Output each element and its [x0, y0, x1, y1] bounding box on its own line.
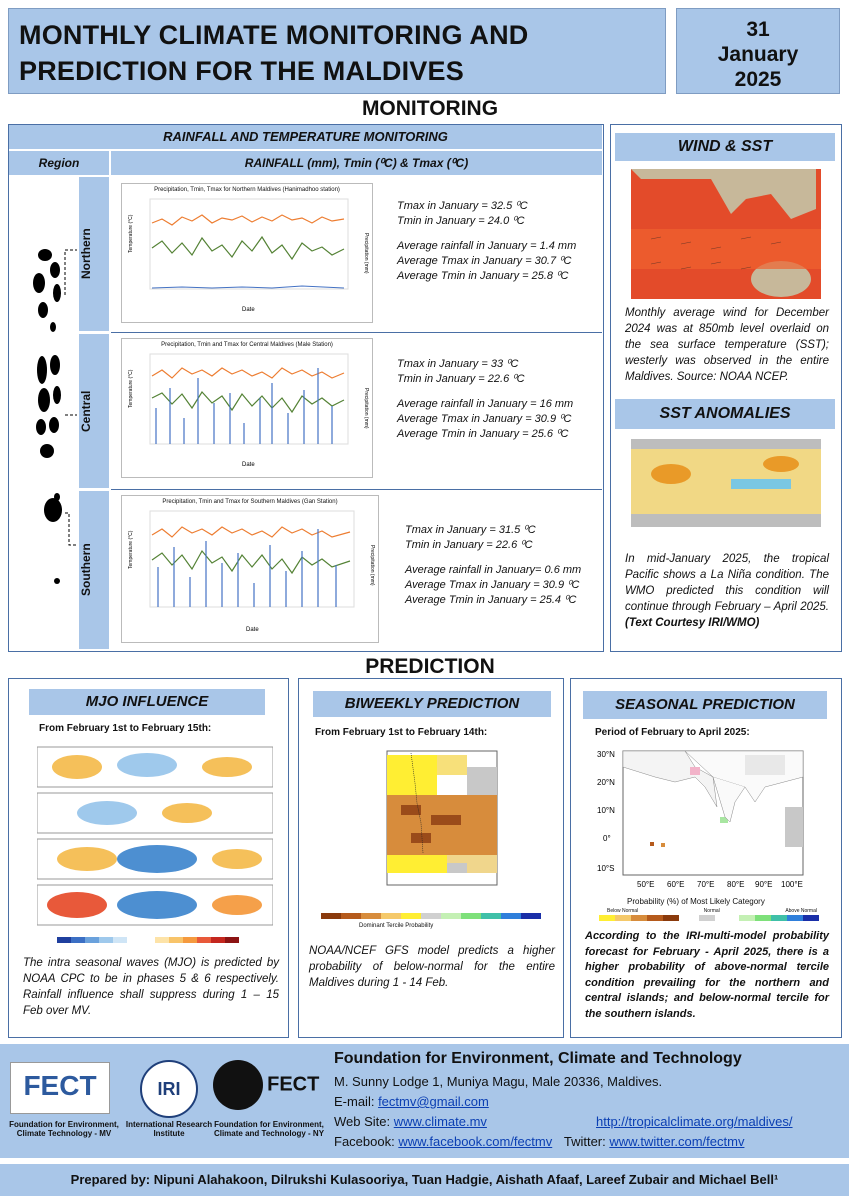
avg-tmin-value: Average Tmin in January = 25.6 ⁰C	[397, 428, 569, 440]
twitter-label: Twitter:	[563, 1134, 610, 1149]
tmax-value: Tmax in January = 31.5 ⁰C	[405, 524, 536, 536]
biweekly-title: BIWEEKLY PREDICTION	[313, 691, 551, 717]
region-tab-southern: Southern	[79, 491, 109, 649]
tmin-value: Tmin in January = 22.6 ⁰C	[405, 539, 533, 551]
date-day: 31	[746, 18, 770, 41]
precip-series	[158, 529, 336, 607]
avg-rainfall-value: Average rainfall in January= 0.6 mm	[405, 564, 582, 576]
fect-ny-caption: Foundation for Environment, Climate and Technology - NY	[213, 1120, 325, 1138]
footer	[0, 1044, 849, 1158]
tmax-series	[152, 527, 350, 537]
northern-climate-chart	[121, 183, 373, 323]
central-stats	[397, 357, 602, 442]
avg-tmax-value: Average Tmax in January = 30.9 ⁰C	[405, 579, 580, 591]
lon-label: 60°E	[667, 880, 685, 889]
sst-anomaly-map	[631, 439, 821, 527]
rainfall-temperature-panel	[8, 124, 604, 652]
x-axis-label: Date	[242, 307, 255, 313]
northern-stats	[397, 199, 602, 284]
avg-tmax-value: Average Tmax in January = 30.7 ⁰C	[397, 255, 572, 267]
biweekly-color-legend	[321, 911, 547, 927]
fect-mv-logo	[10, 1062, 110, 1114]
right-axis-label: Precipitation (mm)	[363, 233, 369, 274]
lon-label: 50°E	[637, 880, 655, 889]
southern-stats	[405, 523, 602, 608]
monitoring-section-title: MONITORING	[361, 97, 499, 120]
chart-title: Precipitation, Tmin and Tmax for Southern Maldives (Gan Station)	[162, 499, 338, 505]
lat-label: 10°S	[597, 864, 615, 873]
sst-credit: (Text Courtesy IRI/WMO)	[625, 617, 760, 629]
seasonal-description: According to the IRI-multi-model probability forecast for February - April 2025, there is a higher probability of above-normal tercile condition prevailing for the northern and central islands; and below-normal tercile for the southern islands.	[585, 930, 829, 1020]
fect-mv-logo-text: FECT	[23, 1070, 97, 1101]
lon-label: 70°E	[697, 880, 715, 889]
sst-text: In mid-January 2025, the tropical Pacific shows a La Niña condition. The WMO predicted this condition will continue through February – April 2025.	[625, 553, 829, 613]
biweekly-legend-caption: Dominant Tercile Probability	[359, 923, 434, 929]
left-axis-label: Temperature (°C)	[128, 369, 134, 408]
social-line	[334, 1134, 744, 1149]
email-line	[334, 1094, 489, 1109]
tmax-series	[152, 215, 344, 225]
prepared-by: Prepared by: Nipuni Alahakoon, Dilrukshi Kulasooriya, Tuan Hadgie, Aishath Afaaf, Lareef Zubair and Michael Bell¹	[0, 1164, 849, 1196]
row-divider	[111, 489, 602, 490]
page-title	[8, 8, 666, 94]
facebook-link[interactable]: www.facebook.com/fectmv	[398, 1134, 553, 1149]
precip-series	[152, 286, 344, 288]
wind-description: Monthly average wind for December 2024 was at 850mb level overlaid on the sea surface temperature (SST); westerly was observed in the entire Maldives. Source: NOAA NCEP.	[625, 307, 829, 383]
southern-climate-chart	[121, 495, 379, 643]
biweekly-description: NOAA/NCEF GFS model predicts a higher probability of below-normal for the entire Maldives during 1 - 14 Feb.	[309, 945, 555, 989]
biweekly-probability-grid	[371, 743, 511, 903]
precip-series	[156, 368, 332, 444]
seasonal-period: Period of February to April 2025:	[595, 727, 750, 738]
tmax-value: Tmax in January = 32.5 ⁰C	[397, 200, 528, 212]
right-axis-label: Precipitation (mm)	[369, 545, 375, 586]
date-month: January	[717, 43, 799, 66]
region-column-header: Region	[9, 151, 109, 175]
wind-sst-panel	[610, 124, 842, 652]
mjo-color-legend	[57, 935, 253, 945]
chart-title: Precipitation, Tmin, Tmax for Northern Maldives (Hanimadhoo station)	[154, 187, 340, 193]
twitter-link[interactable]: www.twitter.com/fectmv	[609, 1134, 745, 1149]
sst-description	[625, 551, 829, 631]
seasonal-color-legend	[599, 913, 819, 923]
tropical-climate-link[interactable]: http://tropicalclimate.org/maldives/	[596, 1114, 793, 1129]
chart-plot	[122, 193, 372, 318]
avg-tmin-value: Average Tmin in January = 25.4 ⁰C	[405, 594, 577, 606]
lat-label: 10°N	[597, 806, 615, 815]
mjo-panel	[8, 678, 289, 1038]
title-line-1: MONTHLY CLIMATE MONITORING AND	[19, 20, 529, 50]
lat-label: 30°N	[597, 750, 615, 759]
wind-vectors	[631, 169, 821, 299]
tmax-series	[152, 368, 344, 378]
avg-tmin-value: Average Tmin in January = 25.8 ⁰C	[397, 270, 569, 282]
values-column-header: RAINFALL (mm), Tmin (⁰C) & Tmax (⁰C)	[111, 151, 602, 175]
email-label: E-mail:	[334, 1094, 379, 1109]
maldives-map	[17, 245, 77, 595]
region-tab-northern: Northern	[79, 177, 109, 331]
x-axis-label: Date	[246, 627, 259, 633]
chart-title: Precipitation, Tmin and Tmax for Central Maldives (Male Station)	[161, 342, 333, 348]
seasonal-legend-caption: Probability (%) of Most Likely Category	[627, 897, 765, 906]
seasonal-map	[595, 747, 809, 897]
row-divider	[111, 332, 602, 333]
wind-sst-title: WIND & SST	[615, 133, 835, 161]
tmax-value: Tmax in January = 33 ⁰C	[397, 358, 519, 370]
org-name: Foundation for Environment, Climate and Technology	[334, 1050, 742, 1067]
left-axis-label: Temperature (°C)	[128, 530, 134, 569]
mjo-period: From February 1st to February 15th:	[39, 723, 212, 734]
seasonal-probability-map	[595, 747, 809, 897]
website-line	[334, 1114, 487, 1129]
sst-anomaly-pattern	[631, 439, 821, 527]
fect-ny-logo-text: FECT	[267, 1073, 320, 1096]
lon-label: 80°E	[727, 880, 745, 889]
tmin-series	[152, 237, 344, 259]
legend-normal: Normal	[703, 908, 720, 914]
iri-caption: International Research Institute	[125, 1120, 213, 1138]
region-tab-central: Central	[79, 334, 109, 488]
mjo-title: MJO INFLUENCE	[29, 689, 265, 715]
facebook-label: Facebook:	[334, 1134, 399, 1149]
tmin-series	[152, 392, 344, 412]
title-line-2: PREDICTION FOR THE MALDIVES	[19, 56, 464, 86]
avg-tmax-value: Average Tmax in January = 30.9 ⁰C	[397, 413, 572, 425]
x-axis-label: Date	[242, 462, 255, 468]
legend-above-normal: Above Normal	[785, 908, 817, 914]
chart-plot	[122, 348, 372, 473]
lon-label: 100°E	[781, 880, 803, 889]
central-climate-chart	[121, 338, 373, 478]
website-label: Web Site:	[334, 1114, 394, 1129]
prediction-section-title: PREDICTION	[365, 655, 495, 678]
seasonal-panel	[570, 678, 842, 1038]
sst-anomalies-title: SST ANOMALIES	[615, 399, 835, 429]
fect-mv-caption: Foundation for Environment, Climate Technology - MV	[9, 1120, 119, 1138]
rainfall-panel-title: RAINFALL AND TEMPERATURE MONITORING	[9, 125, 602, 149]
fect-ny-logo	[210, 1060, 322, 1118]
lon-label: 90°E	[755, 880, 773, 889]
avg-rainfall-value: Average rainfall in January = 1.4 mm	[397, 240, 577, 252]
tmin-value: Tmin in January = 24.0 ⁰C	[397, 215, 525, 227]
org-address: M. Sunny Lodge 1, Muniya Magu, Male 20336, Maldives.	[334, 1074, 663, 1089]
wind-sst-map	[631, 169, 821, 299]
globe-icon	[213, 1060, 263, 1110]
tmin-value: Tmin in January = 22.6 ⁰C	[397, 373, 525, 385]
biweekly-panel	[298, 678, 564, 1038]
lat-label: 0°	[603, 834, 611, 843]
right-axis-label: Precipitation (mm)	[363, 388, 369, 429]
biweekly-period: From February 1st to February 14th:	[315, 727, 488, 738]
issue-date	[676, 8, 840, 94]
lat-label: 20°N	[597, 778, 615, 787]
website-link[interactable]: www.climate.mv	[393, 1114, 487, 1129]
email-link[interactable]: fectmv@gmail.com	[378, 1094, 489, 1109]
mjo-anomaly-panels	[37, 745, 273, 933]
avg-rainfall-value: Average rainfall in January = 16 mm	[397, 398, 574, 410]
mjo-description: The intra seasonal waves (MJO) is predicted by NOAA CPC to be in phases 5 & 6 respectively. Rainfall influence shall suppress during 1 – 15 Feb over MV.	[23, 957, 279, 1017]
legend-below-normal: Below Normal	[607, 908, 639, 914]
left-axis-label: Temperature (°C)	[128, 214, 134, 253]
seasonal-title: SEASONAL PREDICTION	[583, 691, 827, 719]
chart-plot	[122, 505, 378, 638]
date-year: 2025	[734, 68, 782, 91]
mjo-maps	[37, 745, 273, 933]
tmin-series	[152, 551, 350, 573]
biweekly-map	[371, 743, 511, 903]
iri-logo: IRI	[140, 1060, 198, 1118]
